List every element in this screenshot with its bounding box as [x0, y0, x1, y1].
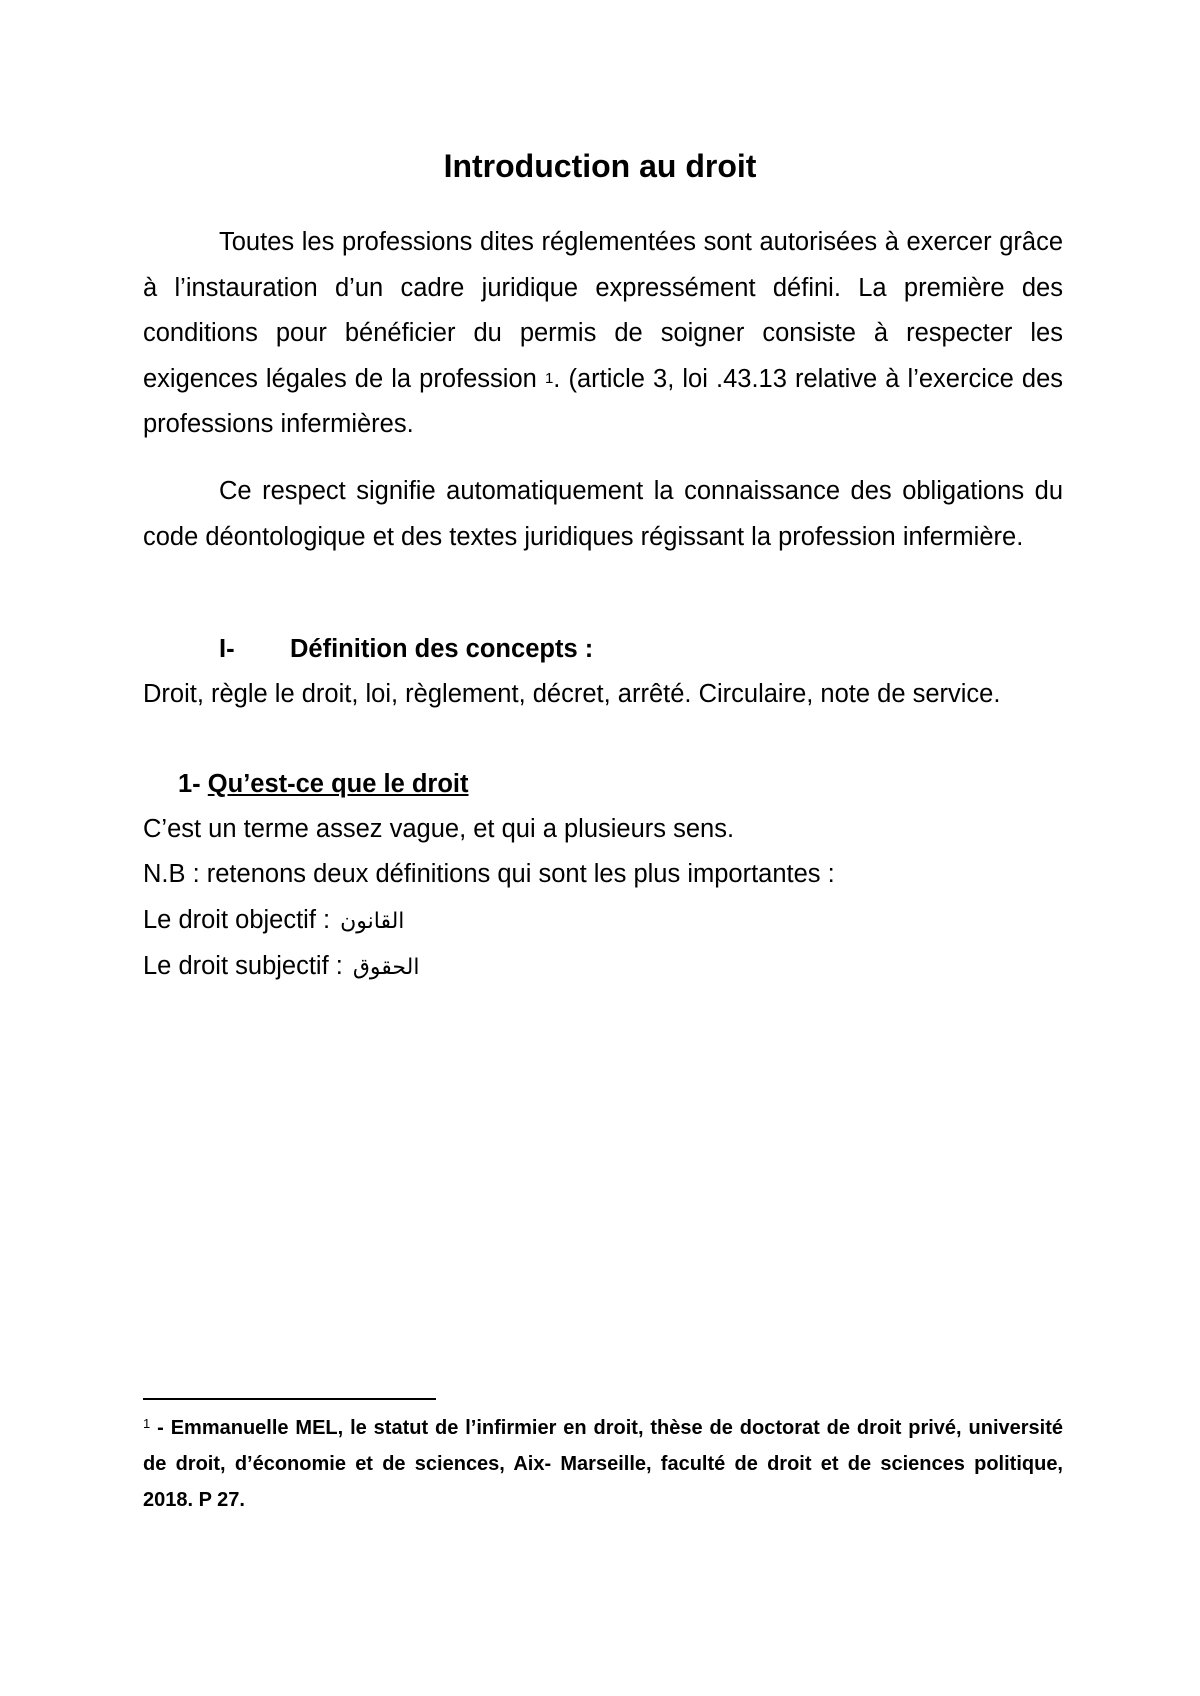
paragraph-respect — [143, 469, 1063, 560]
footnote-number: 1 — [143, 1416, 151, 1431]
subjective-law-line — [143, 944, 1063, 991]
definition-intro-line: C’est un terme assez vague, et qui a plusieurs sens. — [143, 815, 735, 843]
subsection-title: Qu’est-ce que le droit — [207, 770, 469, 798]
objective-law-line — [143, 898, 1063, 945]
subjective-law-label: Le droit subjectif : — [143, 952, 343, 980]
paragraph-intro-citation: . (article 3, loi .43.13 relative à l’exercice des professions infermières. — [143, 364, 1064, 438]
section-title: Définition des concepts : — [290, 635, 594, 663]
footnote-reference: 1 — [544, 369, 554, 387]
concepts-list: Droit, règle le droit, loi, règlement, décret, arrêté. Circulaire, note de service. — [143, 680, 1001, 708]
footnote-separator — [143, 1398, 436, 1400]
subsection-heading — [178, 762, 1098, 808]
paragraph-intro — [143, 220, 1063, 448]
paragraph-intro-text: Toutes les professions dites réglementées sont autorisées à exercer grâce à l’instauration d’un cadre juridique expressément défini. La première des conditions pour bénéficier du permis de soigner consiste à respecter les exigences légales de la profession — [143, 228, 1063, 393]
footnote-text: - Emmanuelle MEL, le statut de l’infirmier en droit, thèse de doctorat de droit privé, université de droit, d’économie et de sciences, Aix- Marseille, faculté de droit et de sciences politique, 2018. P 27. — [143, 1417, 1063, 1511]
document-title: Introduction au droit — [443, 148, 757, 184]
objective-law-arabic: القانون — [340, 909, 405, 934]
section-number: I- — [219, 635, 235, 663]
subsection-number: 1- — [178, 770, 201, 798]
paragraph-respect-text: Ce respect signifie automatiquement la connaissance des obligations du code déontologique et des textes juridiques régissant la profession infermière. — [143, 477, 1063, 551]
subjective-law-arabic: الحقوق — [352, 955, 420, 980]
objective-law-label: Le droit objectif : — [143, 906, 331, 934]
footnote — [143, 1410, 1063, 1518]
nota-bene-line: N.B : retenons deux définitions qui sont les plus importantes : — [143, 860, 835, 888]
